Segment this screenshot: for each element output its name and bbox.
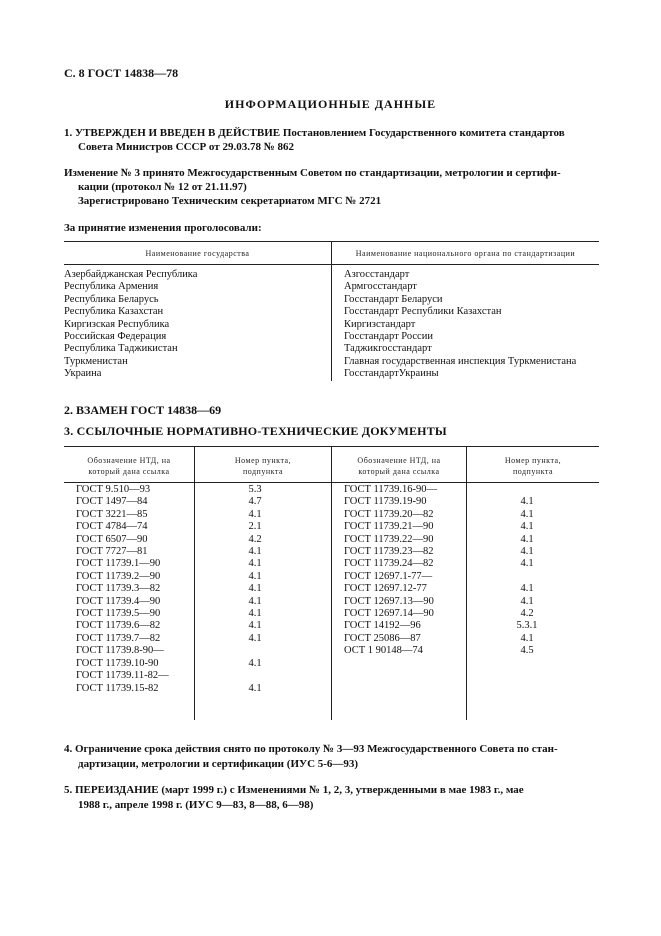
ref-item-number: 4.1: [248, 632, 262, 644]
vote-body-item: ГосстандартУкраины: [344, 368, 439, 380]
ref-item-number: 4.1: [248, 608, 262, 620]
ref-doc-item: ГОСТ 11739.20—82: [344, 508, 434, 520]
ref-header-doc-left-line-1: Обозначение НТД, на: [87, 456, 171, 465]
vote-body-item: Госстандарт Беларуси: [344, 293, 443, 305]
section-3-heading: 3. ССЫЛОЧНЫЕ НОРМАТИВНО-ТЕХНИЧЕСКИЕ ДОКУМЕНТЫ: [64, 424, 447, 438]
vote-state-item: Республика Беларусь: [64, 293, 159, 305]
ref-right-items: [467, 484, 587, 658]
ref-item-number: 4.1: [520, 496, 534, 508]
ref-item-number: 5.3: [248, 484, 262, 495]
ref-item-number: 4.7: [248, 496, 262, 508]
section-5-line-1: 5. ПЕРЕИЗДАНИЕ (март 1999 г.) с Изменениями № 1, 2, 3, утвержденными в мае 1983 г., мае: [64, 784, 524, 796]
ref-header-doc-left: [64, 455, 194, 477]
ref-doc-item: ГОСТ 11739.11-82—: [76, 670, 169, 682]
ref-item-number: 4.1: [520, 533, 534, 545]
ref-header-item-left: [195, 455, 331, 477]
ref-doc-item: ГОСТ 11739.24—82: [344, 558, 434, 570]
ref-item-number: 4.1: [520, 546, 534, 558]
ref-item-number: 4.1: [520, 595, 534, 607]
vote-heading: За принятие изменения проголосовали:: [64, 222, 262, 234]
vote-body-item: Армгосстандарт: [344, 281, 417, 293]
ref-doc-item: ГОСТ 11739.15-82: [76, 682, 159, 694]
ref-item-number: 4.1: [248, 570, 262, 582]
ref-item-number: 4.1: [248, 682, 262, 694]
ref-item-number: [195, 670, 315, 682]
ref-header-doc-right-line-1: Обозначение НТД, на: [357, 456, 441, 465]
page-title: ИНФОРМАЦИОННЫЕ ДАННЫЕ: [224, 97, 437, 111]
ref-item-number: 4.1: [248, 620, 262, 632]
vote-table-divider: [331, 241, 332, 381]
ref-doc-item: ГОСТ 11739.16-90—: [344, 484, 438, 495]
ref-item-number: 4.1: [248, 595, 262, 607]
ref-doc-item: ГОСТ 25086—87: [344, 632, 421, 644]
ref-doc-item: ГОСТ 6507—90: [76, 533, 148, 545]
section-5-line-2: 1988 г., апреле 1998 г. (ИУС 9—83, 8—88, 6—98): [78, 799, 314, 811]
ref-doc-item: ОСТ 1 90148—74: [344, 645, 423, 657]
ref-header-doc-left-line-2: который дана ссылка: [88, 467, 170, 476]
ref-doc-item: ГОСТ 9.510—93: [76, 484, 151, 495]
vote-body-item: Азгосстандарт: [344, 269, 410, 280]
ref-doc-item: ГОСТ 12697.13—90: [344, 595, 434, 607]
vote-state-item: Украина: [64, 368, 102, 380]
ref-item-number: 5.3.1: [516, 620, 538, 632]
section-1-line-1: 1. УТВЕРЖДЕН И ВВЕДЕН В ДЕЙСТВИЕ Постановлением Государственного комитета стандартов: [64, 127, 565, 139]
section-2: 2. ВЗАМЕН ГОСТ 14838—69: [64, 403, 222, 417]
vote-state-item: Киргизская Республика: [64, 318, 170, 330]
ref-doc-item: ГОСТ 11739.23—82: [344, 546, 434, 558]
ref-left-items: [195, 484, 315, 695]
ref-header-doc-right-line-2: который дана ссылка: [358, 467, 440, 476]
ref-doc-item: ГОСТ 11739.22—90: [344, 533, 434, 545]
ref-item-number: 4.1: [520, 558, 534, 570]
ref-item-number: 4.1: [248, 546, 262, 558]
vote-state-item: Республика Казахстан: [64, 306, 164, 318]
ref-doc-item: ГОСТ 11739.4—90: [76, 595, 161, 607]
vote-body-item: Таджикгосстандарт: [344, 343, 432, 355]
vote-state-item: Республика Таджикистан: [64, 343, 178, 355]
vote-state-item: Азербайджанская Республика: [64, 269, 198, 280]
ref-item-number: 4.1: [248, 558, 262, 570]
ref-item-number: [195, 645, 315, 657]
vote-states-list: [64, 269, 197, 381]
ref-item-number: 4.2: [248, 533, 262, 545]
ref-item-number: 4.1: [520, 583, 534, 595]
ref-header-doc-right: [332, 455, 466, 477]
ref-doc-item: ГОСТ 14192—96: [344, 620, 421, 632]
ref-item-number: 4.1: [248, 583, 262, 595]
ref-item-number: 4.1: [520, 508, 534, 520]
section-1-line-2: Совета Министров СССР от 29.03.78 № 862: [78, 141, 294, 153]
ref-doc-item: ГОСТ 11739.6—82: [76, 620, 161, 632]
ref-doc-item: ГОСТ 12697.14—90: [344, 608, 434, 620]
ref-doc-item: ГОСТ 3221—85: [76, 508, 148, 520]
ref-table-divider-2: [331, 446, 332, 720]
vote-body-item: Госстандарт России: [344, 331, 433, 343]
ref-right-docs: [344, 484, 437, 658]
ref-header-item-left-line-2: подпункта: [242, 467, 284, 476]
ref-header-item-right: [467, 455, 599, 477]
vote-state-item: Республика Армения: [64, 281, 159, 293]
ref-left-docs: [76, 484, 169, 695]
ref-doc-item: ГОСТ 11739.21—90: [344, 521, 434, 533]
ref-item-number: 4.5: [520, 645, 534, 657]
ref-item-number: 4.2: [520, 608, 534, 620]
ref-doc-item: ГОСТ 11739.1—90: [76, 558, 161, 570]
amendment-line-2: кации (протокол № 12 от 21.11.97): [78, 181, 247, 193]
ref-doc-item: ГОСТ 1497—84: [76, 496, 148, 508]
ref-item-number: 2.1: [248, 521, 262, 533]
ref-header-item-right-line-2: подпункта: [512, 467, 554, 476]
ref-doc-item: ГОСТ 11739.10-90: [76, 657, 159, 669]
ref-doc-item: ГОСТ 11739.3—82: [76, 583, 161, 595]
ref-header-item-right-line-1: Номер пункта,: [504, 456, 562, 465]
amendment-line-1: Изменение № 3 принято Межгосударственным Советом по стандартизации, метрологии и сертифи-: [64, 167, 561, 179]
vote-col-header-state: Наименование государства: [145, 249, 250, 258]
vote-bodies-list: [344, 269, 576, 381]
ref-doc-item: ГОСТ 11739.8-90—: [76, 645, 164, 657]
amendment-line-3: Зарегистрировано Техническим секретариатом МГС № 2721: [78, 195, 382, 207]
vote-col-header-body: Наименование национального органа по стандартизации: [355, 249, 576, 258]
ref-item-number: 4.1: [520, 521, 534, 533]
ref-item-number: [467, 484, 587, 496]
ref-doc-item: ГОСТ 4784—74: [76, 521, 148, 533]
vote-body-item: Киргизстандарт: [344, 318, 416, 330]
vote-body-item: Госстандарт Республики Казахстан: [344, 306, 502, 318]
ref-doc-item: ГОСТ 11739.19-90: [344, 496, 427, 508]
ref-item-number: 4.1: [248, 508, 262, 520]
ref-doc-item: ГОСТ 12697.1-77—: [344, 570, 433, 582]
vote-state-item: Туркменистан: [64, 355, 128, 367]
ref-item-number: 4.1: [520, 632, 534, 644]
ref-doc-item: ГОСТ 11739.5—90: [76, 608, 161, 620]
ref-header-item-left-line-1: Номер пункта,: [234, 456, 292, 465]
ref-item-number: 4.1: [248, 657, 262, 669]
ref-doc-item: ГОСТ 11739.2—90: [76, 570, 161, 582]
page-header: С. 8 ГОСТ 14838—78: [64, 66, 179, 80]
ref-doc-item: ГОСТ 12697.12-77: [344, 583, 427, 595]
ref-doc-item: ГОСТ 11739.7—82: [76, 632, 161, 644]
section-4-line-2: дартизации, метрологии и сертификации (ИУС 5-6—93): [78, 758, 359, 770]
vote-body-item: Главная государственная инспекция Туркменистана: [344, 355, 577, 367]
ref-doc-item: ГОСТ 7727—81: [76, 546, 148, 558]
vote-state-item: Российская Федерация: [64, 331, 167, 343]
ref-item-number: [467, 571, 587, 583]
section-4-line-1: 4. Ограничение срока действия снято по протоколу № 3—93 Межгосударственного Совета по стан-: [64, 743, 558, 755]
